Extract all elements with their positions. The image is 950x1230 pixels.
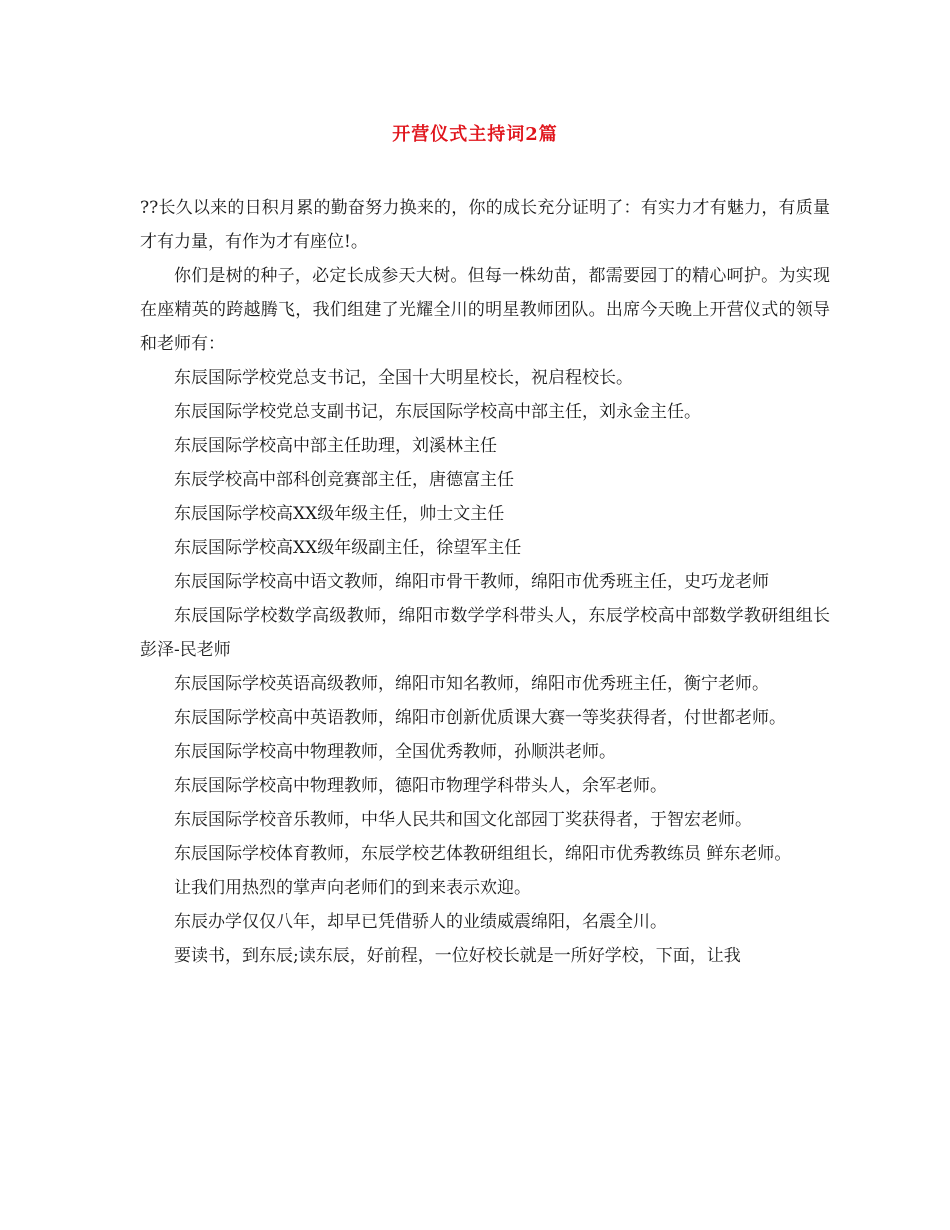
paragraph-13: 东辰国际学校高中物理教师，全国优秀教师，孙顺洪老师。 bbox=[174, 742, 616, 762]
paragraph-1: ??长久以来的日积月累的勤奋努力换来的，你的成长充分证明了：有实力才有魅力，有质量才有力量，有作为才有座位!。 bbox=[140, 198, 830, 252]
paragraph-19: 要读书，到东辰;读东辰，好前程，一位好校长就是一所好学校，下面，让我 bbox=[174, 946, 741, 966]
paragraph-11: 东辰国际学校英语高级教师，绵阳市知名教师，绵阳市优秀班主任，衡宁老师。 bbox=[174, 674, 769, 694]
paragraph-5: 东辰国际学校高中部主任助理，刘溪林主任 bbox=[174, 436, 497, 456]
paragraph-9: 东辰国际学校高中语文教师，绵阳市骨干教师，绵阳市优秀班主任，史巧龙老师 bbox=[174, 572, 769, 592]
paragraph-2: 你们是树的种子，必定长成参天大树。但每一株幼苗，都需要园丁的精心呵护。为实现在座精英的跨越腾飞，我们组建了光耀全川的明星教师团队。出席今天晚上开营仪式的领导和老师有： bbox=[140, 266, 830, 354]
paragraph-8: 东辰国际学校高XX级年级副主任，徐望军主任 bbox=[174, 538, 522, 558]
paragraph-10: 东辰国际学校数学高级教师，绵阳市数学学科带头人，东辰学校高中部数学教研组组长 彭泽-民老师 bbox=[140, 606, 830, 660]
paragraph-17: 让我们用热烈的掌声向老师们的到来表示欢迎。 bbox=[174, 878, 531, 898]
paragraph-14: 东辰国际学校高中物理教师，德阳市物理学科带头人，余军老师。 bbox=[174, 776, 667, 796]
document-title: 开营仪式主持词2篇 bbox=[392, 124, 558, 145]
paragraph-18: 东辰办学仅仅八年，却早已凭借骄人的业绩威震绵阳，名震全川。 bbox=[174, 912, 667, 932]
paragraph-15: 东辰国际学校音乐教师，中华人民共和国文化部园丁奖获得者，于智宏老师。 bbox=[174, 810, 752, 830]
paragraph-4: 东辰国际学校党总支副书记，东辰国际学校高中部主任，刘永金主任。 bbox=[174, 402, 701, 422]
paragraph-16: 东辰国际学校体育教师，东辰学校艺体教研组组长，绵阳市优秀教练员 鲜东老师。 bbox=[174, 844, 792, 864]
paragraph-7: 东辰国际学校高XX级年级主任，帅士文主任 bbox=[174, 504, 505, 524]
paragraph-12: 东辰国际学校高中英语教师，绵阳市创新优质课大赛一等奖获得者，付世都老师。 bbox=[174, 708, 786, 728]
paragraph-3: 东辰国际学校党总支书记，全国十大明星校长，祝启程校长。 bbox=[174, 368, 633, 388]
document-body bbox=[140, 191, 830, 973]
paragraph-6: 东辰学校高中部科创竞赛部主任，唐德富主任 bbox=[174, 470, 514, 490]
